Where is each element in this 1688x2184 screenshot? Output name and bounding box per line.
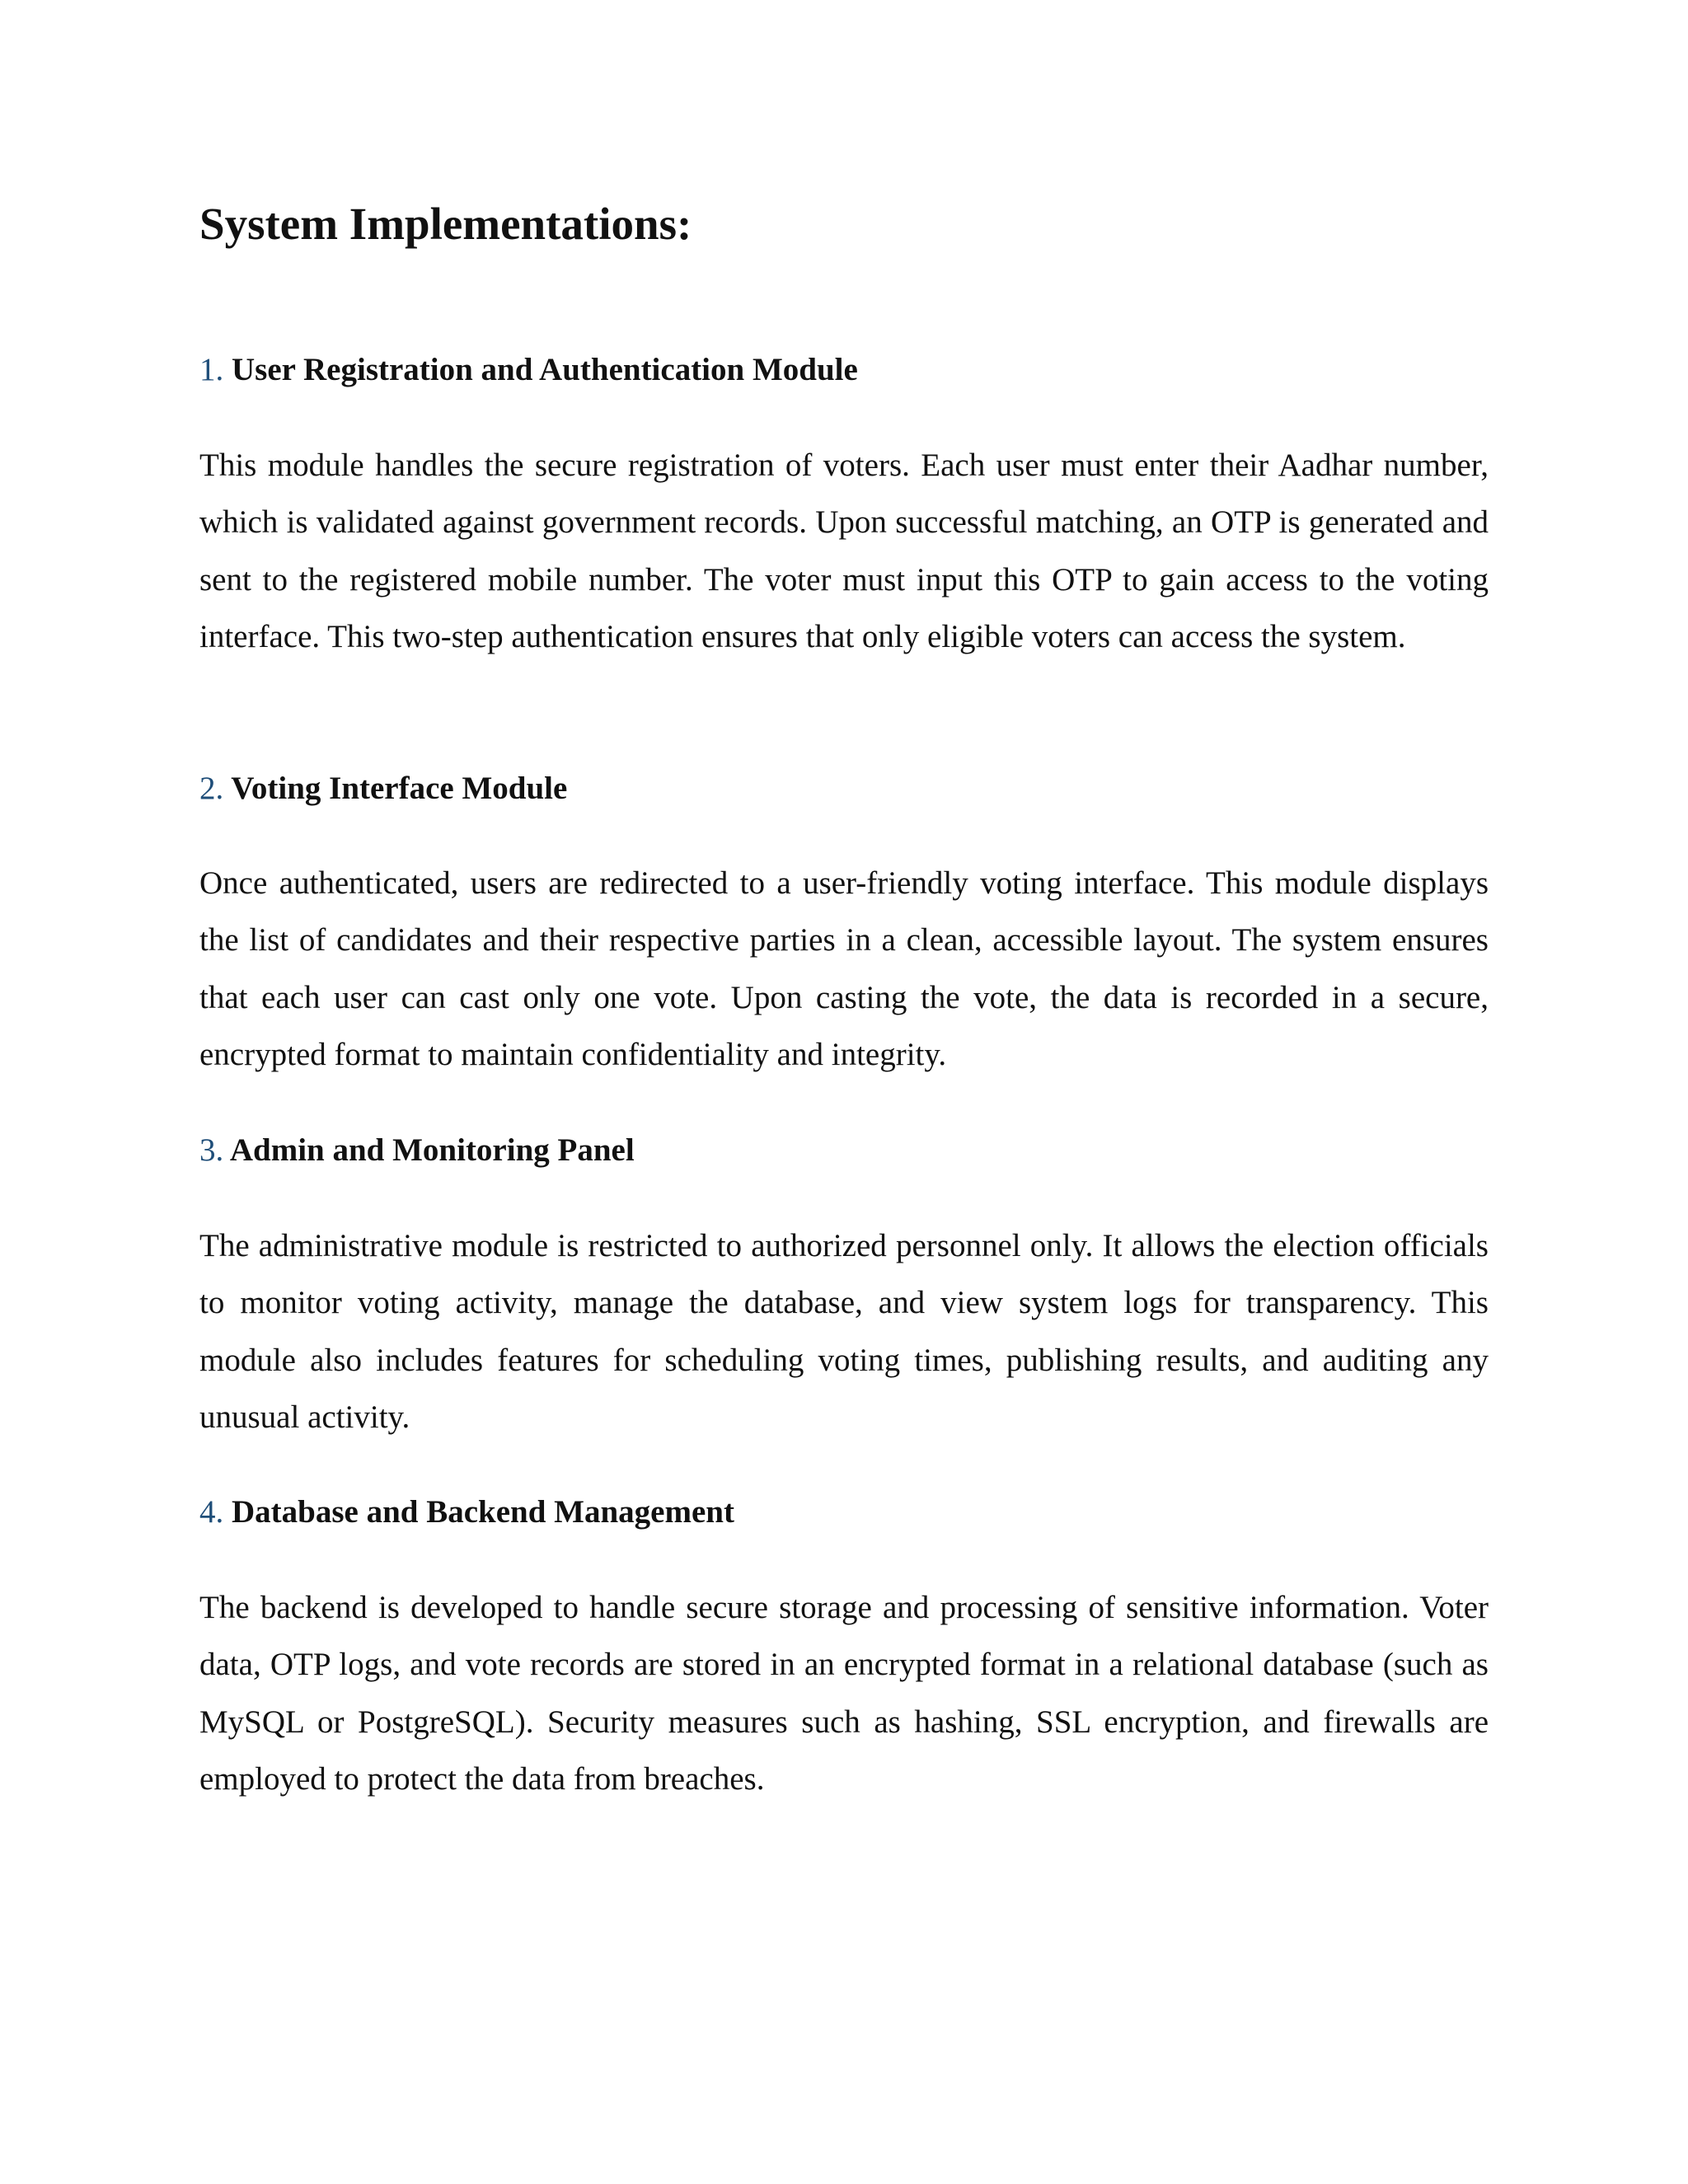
section-body: The backend is developed to handle secure storage and processing of sensitive information. Voter data, OTP logs, and vote records are stored in an encrypted format in a relational database (such as MySQL or PostgreSQL). Security measures such as hashing, SSL encryption, and firewalls are employed to protect the data from breaches. — [199, 1590, 1489, 1797]
section-body: This module handles the secure registration of voters. Each user must enter their Aadhar number, which is validated against government records. Upon successful matching, an OTP is generated and sent to the registered mobile number. The voter must input this OTP to gain access to the voting interface. This two-step authentication ensures that only eligible voters can access the system. — [199, 448, 1489, 654]
section-body: Once authenticated, users are redirected to a user-friendly voting interface. This module displays the list of candidates and their respective parties in a clean, accessible layout. The system ensures that each user can cast only one vote. Upon casting the vote, the data is recorded in a secure, encrypted format to maintain confidentiality and integrity. — [199, 865, 1489, 1072]
section-heading — [199, 1130, 635, 1171]
section-body: The administrative module is restricted to authorized personnel only. It allows the election officials to monitor voting activity, manage the database, and view system logs for transparency. This module also includes features for scheduling voting times, publishing results, and auditing any unusual activity. — [199, 1228, 1489, 1435]
section-number: 4. — [199, 1494, 224, 1530]
section-number: 3. — [199, 1132, 224, 1168]
section-heading-text: Admin and Monitoring Panel — [229, 1132, 635, 1168]
section-heading-text: Database and Backend Management — [232, 1494, 734, 1530]
section-heading-text: Voting Interface Module — [231, 771, 568, 806]
section-heading — [199, 768, 567, 809]
section-number: 1. — [199, 352, 224, 387]
section-heading — [199, 349, 858, 391]
section-number: 2. — [199, 771, 224, 806]
section-heading-text: User Registration and Authentication Module — [232, 352, 858, 387]
page-title: System Implementations: — [199, 199, 692, 249]
section-heading — [199, 1492, 734, 1533]
